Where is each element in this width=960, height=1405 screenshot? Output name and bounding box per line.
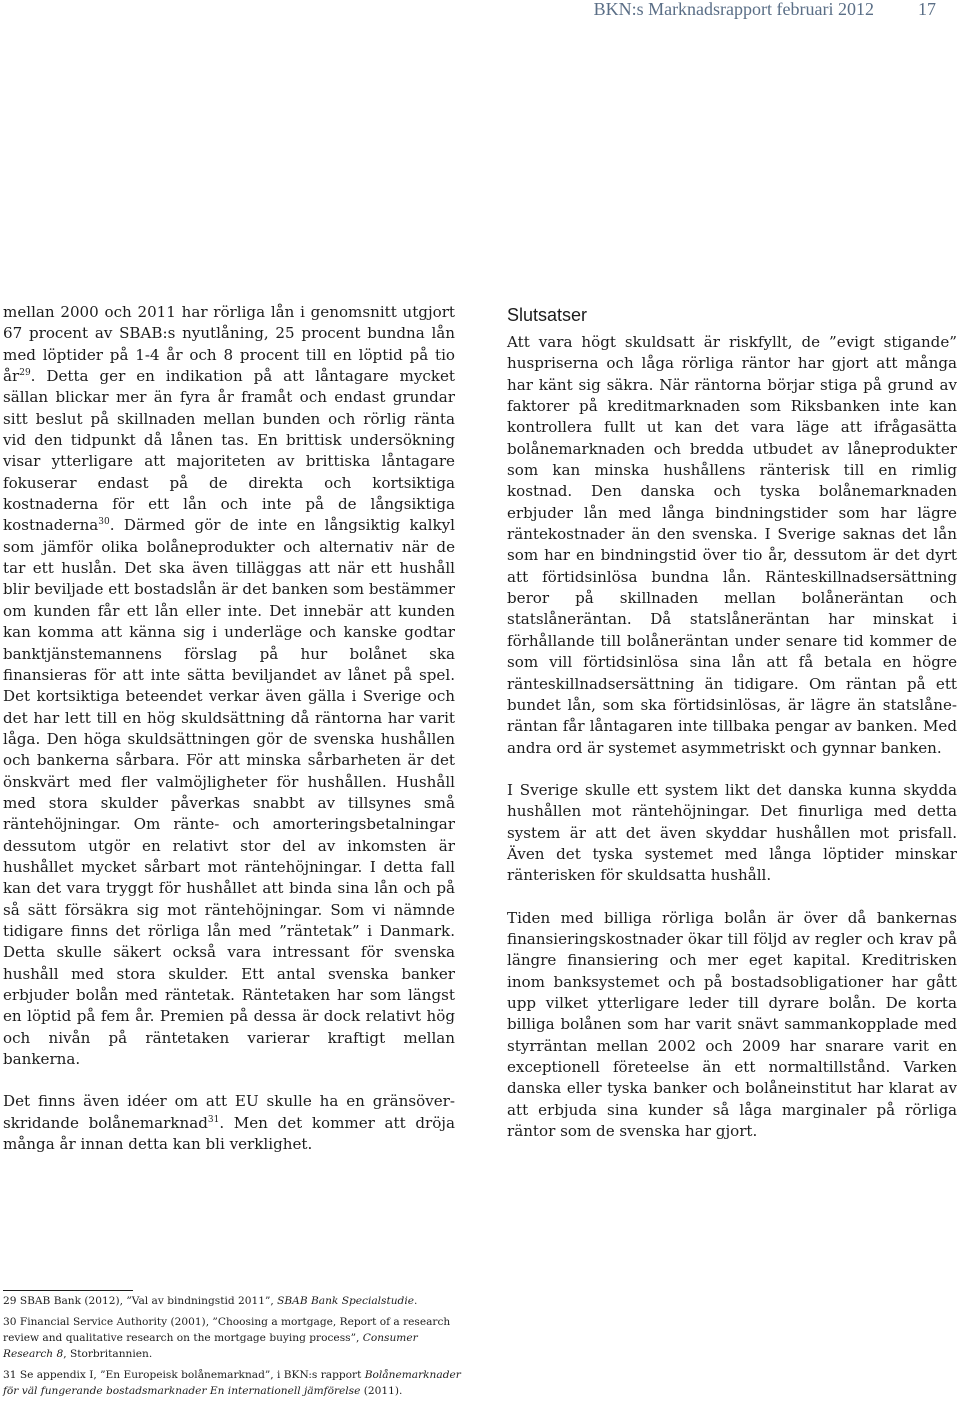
footnote-ref-31[interactable]: 31 (207, 1114, 220, 1125)
footnote-29 (3, 1293, 463, 1309)
paragraph-text: . Men det kommer att dröja många år innan detta kan bli verklighet. (3, 1113, 455, 1154)
footnote-text: (2011). (360, 1385, 403, 1398)
body-paragraph (3, 1091, 455, 1155)
body-paragraph (3, 302, 455, 1070)
paragraph-text: mellan 2000 och 2011 har rörliga lån i genomsnitt utgjort 67 procent av SBAB:s nyutlåning, 25 procent bundna lån med löptider på 1-4 år och 8 procent till en löptid på tio år (3, 303, 455, 386)
footnote-divider (3, 1290, 133, 1291)
section-heading: Slutsatser (507, 305, 588, 325)
footnote-text: 29 SBAB Bank (2012), ”Val av bindningstid 2011”, (3, 1295, 278, 1307)
footnote-source-title: Bolånemarknader för väl fungerande bostadsmarknader En internationell jämförelse (3, 1369, 461, 1398)
left-column (3, 302, 455, 1155)
body-paragraph: Att vara högt skuldsatt är riskfyllt, de ”evigt stigande” huspriserna och låga rörliga räntor har gjort att många har känt sig säkra. När räntorna börjar stiga på grund av faktorer på kreditmarknaden som Riksbanken inte kan kontrollera fullt ut kan det vara läge att ifrågasätta bolånemarknaden och bredda utbudet av låneprodukter som kan minska hushållens ränterisk till en rimlig kostnad. Den danska och tyska bolånemarknaden erbjuder lån med långa bindningstider som har lägre räntekostnader än den svenska. I Sverige saknas det lån som har en bindningstid över tio år, dessutom är det dyrt att förtidsinlösa bundna lån. Ränteskillnadsersättning beror på skillnaden mellan bolåneräntan och statslåneräntan. Då statslåneräntan har minskat i förhållande till bolåneräntan under senare tid kommer de som vill förtidsinlösa sina lån att få betala en högre ränteskillnadsersättning än tidigare. Om räntan på ett bundet lån, som ska förtidsinlösas, är lägre än statslåneräntan får låntagaren inte tillbaka pengar av banken. Med andra ord är systemet asymmetriskt och gynnar banken. (507, 333, 957, 757)
footnote-text: , Storbritannien. (63, 1348, 153, 1361)
right-column (507, 304, 957, 1142)
page-number: 17 (918, 0, 936, 19)
paragraph-text: . Detta ger en indikation på att låntagare mycket sällan blickar mer än fyra år framåt och endast grundar sitt beslut på skillnaden mellan bunden och rörlig ränta vid den tidpunkt då lånen tas. En brittisk undersökning visar ytterligare att majoriteten av brittiska låntagare fokuserar endast på de direkta och kortsiktiga kostnaderna för ett lån och inte på de långsiktiga kostnaderna (3, 367, 455, 535)
footnote-source-title: SBAB Bank Specialstudie (277, 1295, 414, 1307)
footnotes (3, 1290, 463, 1405)
running-header (594, 0, 936, 20)
paragraph-text: Det finns även idéer om att EU skulle ha en gränsöverskridande bolånemarknad (3, 1092, 455, 1132)
footnote-text: 31 Se appendix I, ”En Europeisk bolånemarknad”, i BKN:s rapport (3, 1369, 365, 1382)
body-paragraph: I Sverige skulle ett system likt det danska kunna skydda hushållen mot räntehöjningar. Det finurliga med detta system är att det även skyddar hushållen mot prisfall. Även det tyska systemet med långa löptider minskar ränterisken för skuldsatta hushåll. (507, 780, 957, 885)
footnote-text: 30 Financial Service Authority (2001), ”Choosing a mortgage, Report of a research review and qualitative research on the mortgage buying process”, (3, 1316, 451, 1345)
footnote-ref-29[interactable]: 29 (19, 368, 31, 379)
footnote-30 (3, 1314, 463, 1362)
body-paragraph: Tiden med billiga rörliga bolån är över då bankernas finansieringskostnader ökar till följd av regler och krav på längre finansiering och mer eget kapital. Kreditrisken inom banksystemet och på bostadsobligationer har gått upp vilket ytterligare leder till dyrare bolån. De korta billiga bolånen som har varit snävt sammankopplade med styrräntan mellan 2002 och 2009 har snarare varit en exceptionell företeelse än ett normaltillstånd. Varken danska eller tyska banker och bolåneinstitut har klarat av att erbjuda sina kunder så låga marginaler på rörliga räntor som de svenska har gjort. (507, 908, 957, 1141)
footnote-source-title: Consumer Research 8 (3, 1332, 418, 1361)
footnote-text: . (414, 1295, 418, 1307)
paragraph-text: . Därmed gör de inte en långsiktig kalkyl som jämför olika bolåneprodukter och alternativ när de tar ett huslån. Det ska även tilläggas att när ett hushåll blir beviljade ett bostadslån är det banken som bestämmer om kunden får ett lån eller inte. Det innebär att kunden kan komma att känna sig i underläge och kanske godtar banktjänstemannens förslag på hur bolånet ska finansieras för att inte sätta beviljandet av lånet på spel. Det kortsiktiga beteendet verkar även gälla i Sverige och det har lett till en hög skuldsättning då räntorna har varit låga. Den höga skuldsättningen gör de svenska hushållen och bankerna sårbara. För att minska sårbarheten är det önskvärt med fler valmöjligheter för hushållen. Hushåll med stora skulder påverkas snabbt av tillsynes små räntehöjningar. Om ränte- och amorteringsbetalningar dessutom utgör en relativt stor del av inkomsten är hushållet mycket sårbart mot räntehöjningar. I detta fall kan det vara tryggt för hushållet att binda sina lån och på så sätt försäkra sig mot räntehöjningar. Som vi nämnde tidigare finns det rörliga lån med ”räntetak” i Danmark. Detta skulle säkert också vara intressant för svenska hushåll med stora skulder. Ett antal svenska banker erbjuder bolån med räntetak. Räntetaken har som längst en löptid på fem år. Premien på dessa är dock relativt hög och nivån på räntetaken varierar kraftigt mellan bankerna. (3, 516, 455, 1069)
footnote-31 (3, 1367, 463, 1399)
footnote-ref-30[interactable]: 30 (98, 517, 110, 528)
report-title: BKN:s Marknadsrapport februari 2012 (593, 0, 874, 19)
